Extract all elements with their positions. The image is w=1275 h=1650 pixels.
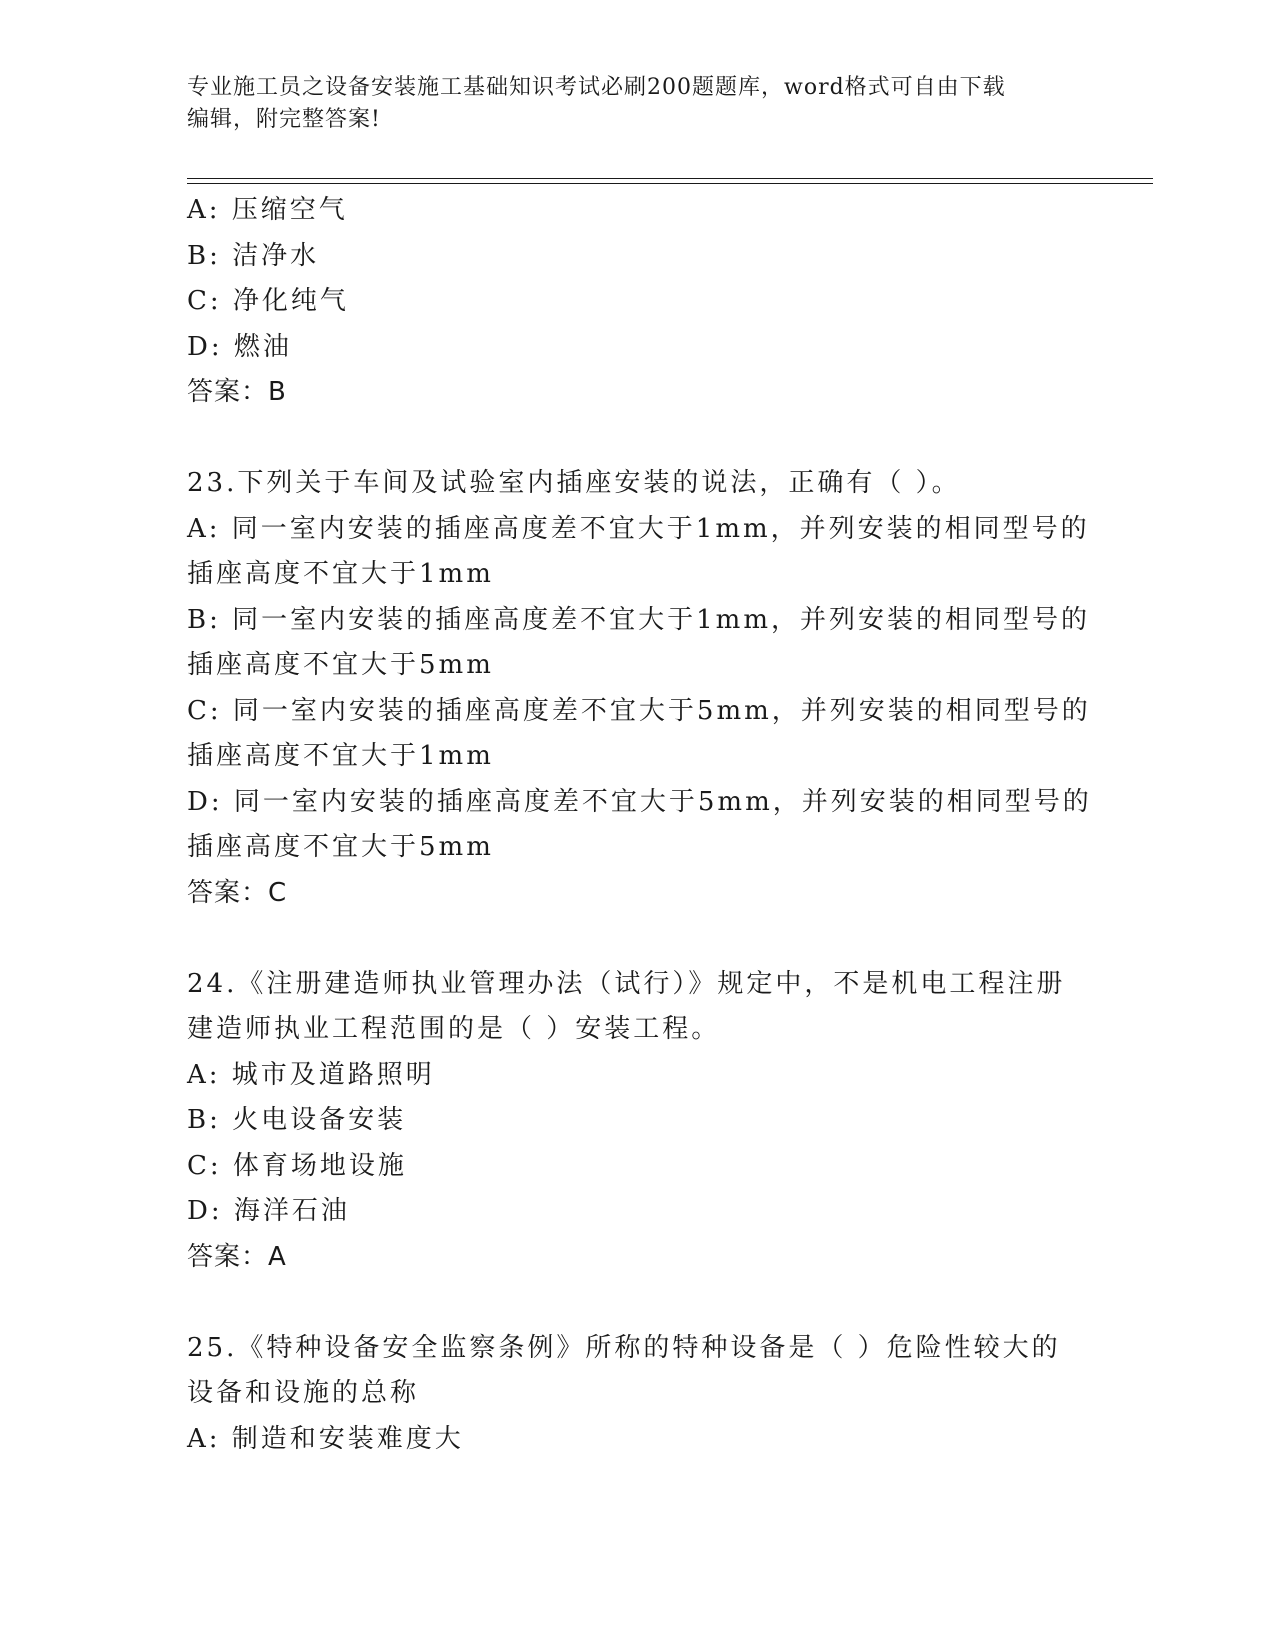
header-title-line-1: 专业施工员之设备安装施工基础知识考试必刷200题题库，word格式可自由下载	[187, 75, 1006, 100]
question-stem: 25.《特种设备安全监察条例》所称的特种设备是（ ）危险性较大的	[187, 1332, 1061, 1363]
document-header	[187, 72, 1067, 136]
spacer	[187, 416, 1087, 462]
option-b: B: 洁净水	[187, 240, 320, 271]
option-c: C: 同一室内安装的插座高度差不宜大于5mm，并列安装的相同型号的	[187, 695, 1091, 726]
spacer	[187, 1280, 1087, 1326]
answer: 答案：A	[187, 1241, 287, 1272]
option-c-continued: 插座高度不宜大于1mm	[187, 741, 494, 771]
option-a: A: 同一室内安装的插座高度差不宜大于1mm，并列安装的相同型号的	[187, 513, 1090, 544]
option-d: D: 燃油	[187, 331, 292, 362]
question-23	[187, 461, 1092, 916]
header-divider-top	[187, 178, 1153, 179]
header-divider-bottom	[187, 183, 1153, 184]
option-d-continued: 插座高度不宜大于5mm	[187, 832, 494, 862]
option-a: A: 城市及道路照明	[187, 1059, 435, 1090]
question-25	[187, 1326, 1087, 1463]
question-22	[187, 188, 1087, 416]
question-stem-continued: 建造师执业工程范围的是（ ）安装工程。	[187, 1014, 721, 1044]
question-stem: 23.下列关于车间及试验室内插座安装的说法，正确有（ ）。	[187, 468, 961, 498]
option-d: D: 海洋石油	[187, 1196, 350, 1226]
option-c: C: 净化纯气	[187, 286, 349, 316]
answer: 答案：B	[187, 377, 287, 407]
option-d: D: 同一室内安装的插座高度差不宜大于5mm，并列安装的相同型号的	[187, 786, 1092, 817]
option-a: A: 制造和安装难度大	[187, 1423, 464, 1454]
spacer	[187, 916, 1087, 962]
option-b: B: 火电设备安装	[187, 1105, 407, 1135]
question-24	[187, 962, 1087, 1281]
answer: 答案：C	[187, 877, 288, 908]
document-body	[187, 188, 1092, 1462]
option-b: B: 同一室内安装的插座高度差不宜大于1mm，并列安装的相同型号的	[187, 604, 1090, 635]
option-a: A: 压缩空气	[187, 195, 348, 225]
option-b-continued: 插座高度不宜大于5mm	[187, 650, 494, 680]
option-a-continued: 插座高度不宜大于1mm	[187, 559, 494, 589]
option-c: C: 体育场地设施	[187, 1150, 407, 1181]
question-stem: 24.《注册建造师执业管理办法（试行）》规定中，不是机电工程注册	[187, 968, 1066, 999]
question-stem-continued: 设备和设施的总称	[187, 1378, 420, 1408]
header-title-line-2: 编辑，附完整答案!	[187, 107, 381, 132]
